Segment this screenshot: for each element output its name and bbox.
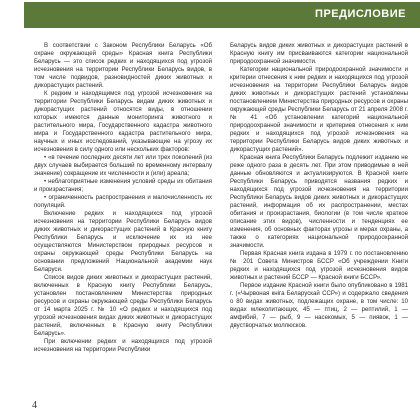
header-band <box>0 0 420 30</box>
paragraph: Первое издание Красной книги было опубликовано в 1981 г. («Чырвоная кніга Беларускай ССР») и содержало сведения о 80 видах животных, подлежащих охране, в том числе: 10 видах млекопитающих, 45 — птиц, 2 — рептилий, 1 — амфибий, 7 — рыб, 9 — насекомых, 5 — пиявок, 1 — двустворчатых моллюсков. <box>230 282 408 329</box>
left-text-column <box>34 42 212 354</box>
bullet-item: • «в течение последних десяти лет или трех поколений (из двух случаев выбирается больший по временному интервалу значение) сокращение их численности и (или) ареала; <box>34 154 212 177</box>
right-text-column <box>230 42 408 330</box>
page-title: ПРЕДИСЛОВИЕ <box>315 8 406 20</box>
bullet-item: • неблагоприятные изменения условий среды их обитания и произрастания; <box>34 178 212 193</box>
paragraph: Беларусь видов диких животных и дикорастущих растений в Красную книгу им присваиваются категории национальной природоохранной значимости. <box>230 42 408 65</box>
paragraph: Список видов диких животных и дикорастущих растений, включенных в Красную книгу Республики Беларусь, установлен постановлением Министерства природных ресурсов и охраны окружающей среды Республики Беларусь от 14 марта 2025 г. № 10 «О редких и находящихся под угрозой исчезновения видах диких животных и дикорастущих растений, включенных в Красную книгу Республики Беларусь». <box>34 274 212 337</box>
page-number: 4 <box>32 400 37 411</box>
paragraph: При включении редких и находящихся под угрозой исчезновения на территории Республики <box>34 338 212 353</box>
bullet-item: • ограниченность распространения и малочисленность их популяций. <box>34 194 212 209</box>
paragraph: Первая Красная книга издана в 1979 г. по постановлению № 201 Совета Министров БССР «Об учреждении Книги редких и находящихся под угрозой исчезновения видов животных и растений БССР — Красной книги БССР». <box>230 250 408 281</box>
paragraph: Включение редких и находящихся под угрозой исчезновения на территории Республики Беларусь видов диких животных и дикорастущих растений в Красную книгу Республики Беларусь и исключение их из нее осуществляются Министерством природных ресурсов и охраны окружающей среды Республики Беларусь на основании предложений Национальной академии наук Беларуси. <box>34 210 212 273</box>
paragraph: В соответствии с Законом Республики Беларусь «Об охране окружающей среды» Красная книга Республики Беларусь — это список редких и находящихся под угрозой исчезновения на территории Республики Беларусь видов, в том числе подвидов, разновидностей диких животных и дикорастущих растений. <box>34 42 212 89</box>
paragraph: К редким и находящимся под угрозой исчезновения на территории Республики Беларусь видам диких животных и дикорастущих растений относятся виды, в отношении которых имеются данные мониторинга животного и растительного мира, Государственного кадастра животного мира и Государственного кадастра растительного мира, научных и иных исследований, указывающие на угрозу их исчезновения в силу одного или нескольких факторов: <box>34 90 212 153</box>
paragraph: Красная книга Республики Беларусь подлежит изданию не реже одного раза в десять лет. При этом приводимые в ней данные обновляются и актуализируются. В Красной книге Республики Беларусь приводятся названия редких и находящихся под угрозой исчезновения на территории Республики Беларусь видов диких животных и дикорастущих растений, информация об их распространении, местах обитания и произрастания, биологии (в том числе краткое описание этих видов), численности и тенденциях ее изменения, об основных факторах угрозы и мерах охраны, а также о категориях национальной природоохранной значимости. <box>230 154 408 249</box>
paragraph: Категории национальной природоохранной значимости и критерии отнесения к ним редких и находящихся под угрозой исчезновения на территории Республики Беларусь видов диких животных и дикорастущих растений установлены постановлением Министерства природных ресурсов и охраны окружающей среды Республики Беларусь от 21 апреля 2008 г. № 41 «Об установлении категорий национальной природоохранной значимости и критериев отнесения к ним редких и находящихся под угрозой исчезновения на территории Республики Беларусь видов диких животных и дикорастущих растений». <box>230 66 408 153</box>
